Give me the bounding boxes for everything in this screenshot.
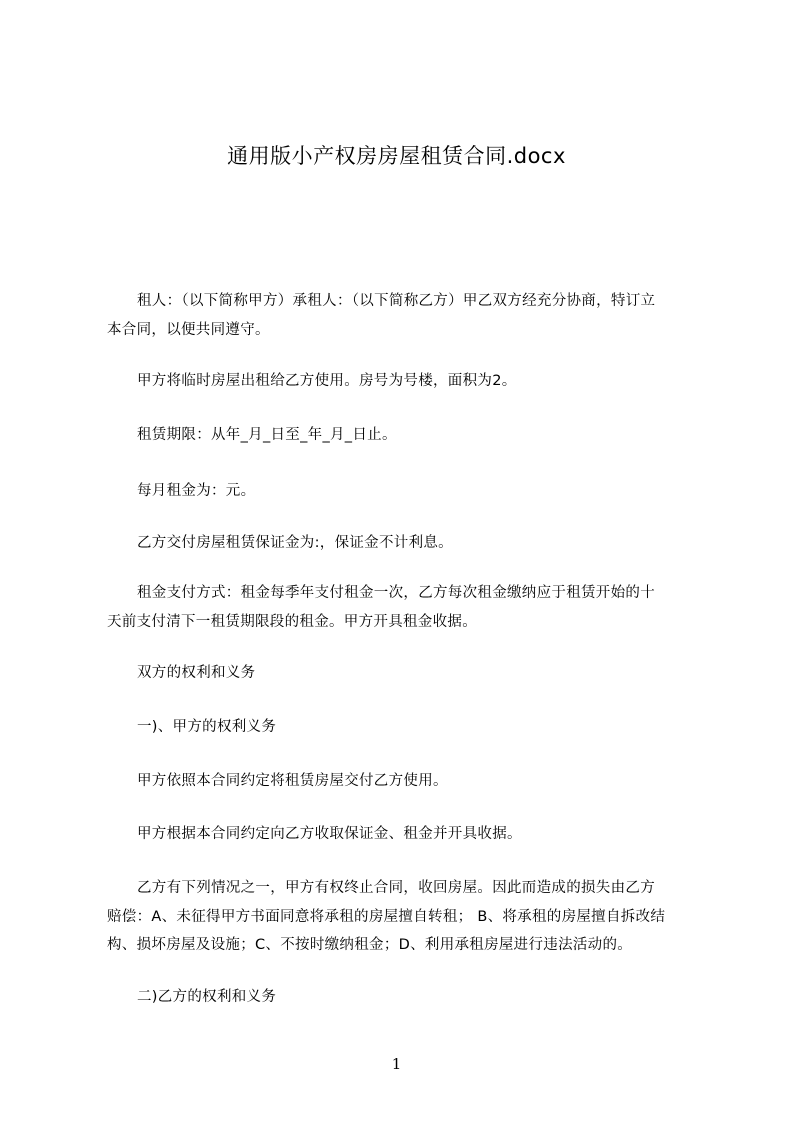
- paragraph-party-a-deliver: 甲方依照本合同约定将租赁房屋交付乙方使用。: [137, 773, 448, 789]
- paragraph-parties: [107, 287, 697, 344]
- paragraph-line: 乙方有下列情况之一，甲方有权终止合同，收回房屋。因此而造成的损失由乙方: [137, 880, 655, 896]
- paragraph-line: 租人：（以下简称甲方）承租人：（以下简称乙方）甲乙双方经充分协商，特订立: [137, 293, 656, 309]
- paragraph-lease-term: 租赁期限：从年_月_日至_年_月_日止。: [137, 427, 397, 443]
- section-heading-party-a: 一)、甲方的权利义务: [137, 719, 277, 735]
- paragraph-line: 赔偿：A、未征得甲方书面同意将承租的房屋擅自转租； B、将承租的房屋擅自拆改结: [107, 908, 666, 925]
- paragraph-line: 天前支付清下一租赁期限段的租金。甲方开具租金收据。: [107, 613, 477, 630]
- paragraph-deposit: 乙方交付房屋租赁保证金为:，保证金不计利息。: [137, 535, 453, 551]
- paragraph-party-a-collect: 甲方根据本合同约定向乙方收取保证金、租金并开具收据。: [137, 826, 522, 842]
- paragraph-line: 租金支付方式：租金每季年支付租金一次，乙方每次租金缴纳应于租赁开始的十: [137, 585, 655, 601]
- paragraph-monthly-rent: 每月租金为：元。: [137, 483, 256, 499]
- paragraph-payment-method: [107, 579, 697, 636]
- section-heading-rights: 双方的权利和义务: [137, 665, 256, 681]
- paragraph-line: 本合同，以便共同遵守。: [107, 321, 270, 338]
- paragraph-line: 构、损坏房屋及设施；C、不按时缴纳租金；D、利用承租房屋进行违法活动的。: [107, 937, 633, 953]
- section-heading-party-b: 二)乙方的权利和义务: [137, 989, 277, 1005]
- paragraph-termination: [107, 874, 697, 960]
- paragraph-premises: 甲方将临时房屋出租给乙方使用。房号为号楼，面积为2。: [137, 373, 517, 389]
- page-number: 1: [391, 1055, 402, 1073]
- document-title: 通用版小产权房房屋租赁合同.docx: [227, 144, 566, 168]
